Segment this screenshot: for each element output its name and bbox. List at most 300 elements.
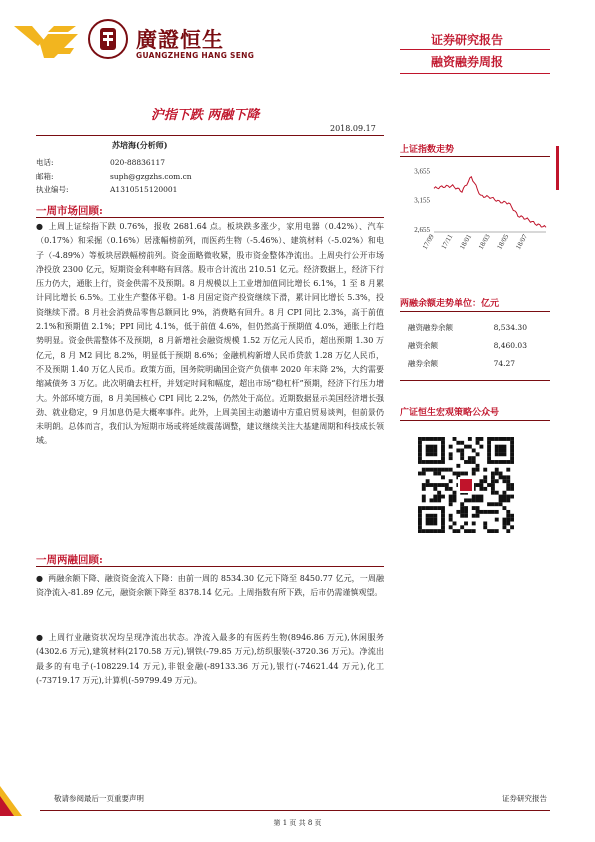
qr-module [433,495,437,499]
qr-module [499,472,503,476]
qr-module [422,483,426,487]
qr-module [479,483,483,487]
qr-module [441,460,445,464]
margin-balance-table [400,318,552,372]
qr-module [487,483,491,487]
qr-module [460,502,464,506]
qr-module [479,510,483,514]
qr-module [418,525,422,529]
qr-module [487,529,491,533]
qr-module [483,521,487,525]
contact-value: 020-88836117 [110,158,166,167]
qr-module [426,529,430,533]
qr-module [449,468,453,472]
qr-module [433,472,437,476]
qr-module [487,460,491,464]
qr-module [491,437,495,441]
qr-module [487,510,491,514]
qr-module [506,437,510,441]
qr-module [426,483,430,487]
qr-module [495,529,499,533]
qr-module [464,521,468,525]
qr-module [495,518,499,522]
qr-module [441,441,445,445]
section-divider [36,566,384,567]
qr-module [510,449,514,453]
qr-module [479,445,483,449]
index-series-line [434,177,546,228]
qr-module [460,510,464,514]
chart-x-ticks [421,233,529,251]
y-tick-label: 3,155 [414,196,430,205]
qr-module [426,437,430,441]
qr-module [441,449,445,453]
qr-module [499,445,503,449]
bullet-icon: ● [36,574,43,583]
qr-module [483,487,487,491]
table-cell-label: 融资融券余额 [408,322,453,332]
qr-module [433,514,437,518]
y-tick-label: 3,655 [414,167,430,176]
qr-module [472,521,476,525]
qr-module [460,506,464,510]
qr-module [430,518,434,522]
wechat-title: 广证恒生宏观策略公众号 [400,408,500,418]
table-cell-value: 74.27 [493,358,516,368]
qr-module [453,495,457,499]
title-divider [36,135,384,136]
contact-email [36,170,192,184]
qr-module [433,445,437,449]
qr-module [426,521,430,525]
qr-module [487,437,491,441]
qr-module [445,487,449,491]
qr-module [506,487,510,491]
qr-module [499,449,503,453]
qr-module [506,514,510,518]
qr-module [418,472,422,476]
qr-module [476,514,480,518]
qr-module [437,491,441,495]
qr-module [506,479,510,483]
qr-module [449,452,453,456]
x-tick-label: 17/11 [439,233,455,251]
qr-module [491,529,495,533]
contact-phone [36,156,192,170]
qr-module [476,464,480,468]
qr-module [418,506,422,510]
qr-module [510,525,514,529]
qr-module [502,475,506,479]
qr-module [441,483,445,487]
qr-module [479,498,483,502]
qr-module [426,452,430,456]
qr-module [437,437,441,441]
x-tick-label: 18/07 [514,233,530,251]
qr-module [502,521,506,525]
table-cell-value: 8,534.30 [493,322,527,332]
qr-module [472,495,476,499]
x-tick-label: 18/01 [458,233,474,251]
qr-module [418,456,422,460]
qr-module [441,445,445,449]
qr-module [476,495,480,499]
qr-module [499,452,503,456]
qr-module [479,437,483,441]
qr-module [441,475,445,479]
qr-module [483,468,487,472]
qr-module [502,491,506,495]
qr-module [460,441,464,445]
qr-module [449,525,453,529]
qr-module [491,472,495,476]
qr-module [502,525,506,529]
section-heading-margin [36,552,384,567]
qr-module [426,518,430,522]
report-date: 2018.09.17 [330,124,376,133]
qr-module [422,506,426,510]
contact-license [36,183,192,197]
sidebar-divider [400,311,550,312]
qr-module [495,491,499,495]
qr-module [441,518,445,522]
qr-module [495,468,499,472]
qr-module [472,472,476,476]
qr-module [441,514,445,518]
qr-module [426,479,430,483]
qr-module [456,449,460,453]
qr-module [418,449,422,453]
qr-module [495,479,499,483]
qr-module [422,460,426,464]
bullet-icon: ● [36,633,43,642]
qr-module [472,468,476,472]
qr-module [510,495,514,499]
qr-module [430,445,434,449]
qr-module [437,529,441,533]
qr-module [418,452,422,456]
qr-module [437,495,441,499]
qr-module [460,472,464,476]
qr-module [510,452,514,456]
qr-module [430,498,434,502]
report-title: 沪指下跌 两融下降 [150,108,260,123]
qr-module [456,529,460,533]
qr-module [426,449,430,453]
report-header [0,0,595,80]
footer-divider [40,810,550,811]
analyst-contact [36,156,192,197]
qr-module [506,510,510,514]
qr-module [483,475,487,479]
header-divider [400,49,550,50]
qr-module [430,506,434,510]
wechat-qr-code-icon[interactable] [418,437,514,533]
qr-module [441,468,445,472]
qr-module [510,460,514,464]
qr-module [441,506,445,510]
qr-module [437,483,441,487]
qr-module [430,452,434,456]
qr-module [468,498,472,502]
qr-module [456,464,460,468]
qr-module [495,460,499,464]
qr-module [433,468,437,472]
x-tick-label: 17/09 [420,233,436,251]
qr-module [449,487,453,491]
qr-module [449,502,453,506]
qr-module [468,529,472,533]
qr-module [499,460,503,464]
bullet-icon: ● [36,222,43,231]
x-tick-label: 18/05 [495,233,511,251]
qr-module [430,529,434,533]
sidebar-divider [400,156,550,157]
qr-module [499,498,503,502]
qr-module [502,445,506,449]
qr-module [422,472,426,476]
sidebar-divider [400,420,550,421]
qr-module [495,449,499,453]
qr-module [506,468,510,472]
qr-module [422,468,426,472]
qr-module [495,510,499,514]
market-review-paragraph [36,220,384,449]
qr-module [510,445,514,449]
qr-module [460,514,464,518]
qr-module [472,498,476,502]
qr-module [441,437,445,441]
qr-module [506,475,510,479]
qr-module [476,483,480,487]
qr-module [479,487,483,491]
qr-module [506,498,510,502]
qr-module [449,445,453,449]
qr-module [506,518,510,522]
qr-module [483,479,487,483]
section-heading-text: 一周市场回顾: [36,205,103,217]
qr-module [418,445,422,449]
qr-module [506,460,510,464]
qr-module [449,518,453,522]
qr-module [430,460,434,464]
qr-module [472,449,476,453]
qr-module [472,514,476,518]
qr-module [418,441,422,445]
qr-module [464,445,468,449]
qr-module [491,475,495,479]
qr-module [430,468,434,472]
qr-module [430,437,434,441]
index-line-chart [400,162,550,272]
qr-module [506,495,510,499]
qr-module [453,529,457,533]
chart-y-ticks [414,168,430,234]
qr-module [430,514,434,518]
qr-module [495,452,499,456]
qr-module [491,460,495,464]
contact-label: 电话: [36,158,54,167]
qr-module [433,506,437,510]
x-tick-label: 18/03 [476,233,492,251]
margin-tab [556,146,559,190]
qr-module [449,498,453,502]
contact-label: 邮箱: [36,171,54,181]
qr-module [430,449,434,453]
qr-module [502,460,506,464]
qr-module [464,460,468,464]
qr-module [418,510,422,514]
analyst-name: 苏培海(分析师) [112,140,168,150]
qr-module [499,437,503,441]
qr-module [441,529,445,533]
qr-module [460,456,464,460]
qr-module [502,518,506,522]
margin-review-paragraph-2 [36,631,384,688]
qr-module [495,445,499,449]
margin-table-title: 两融余额走势单位：亿元 [400,299,500,309]
qr-module [510,456,514,460]
brand-logo-icon [14,22,78,62]
qr-module [445,468,449,472]
qr-module [460,449,464,453]
seal-logo-icon [88,19,128,59]
qr-module [418,521,422,525]
qr-module [453,498,457,502]
qr-module [441,510,445,514]
qr-module [433,521,437,525]
qr-module [433,452,437,456]
table-row [400,354,552,372]
qr-module [422,437,426,441]
qr-module [487,445,491,449]
qr-module [476,468,480,472]
qr-module [456,441,460,445]
qr-module [499,502,503,506]
qr-module [472,456,476,460]
qr-module [426,460,430,464]
qr-module [449,479,453,483]
qr-module [483,510,487,514]
qr-module [487,449,491,453]
qr-module [441,452,445,456]
qr-module [441,495,445,499]
qr-module [472,506,476,510]
qr-module [510,518,514,522]
qr-module [491,502,495,506]
section-heading-market [36,203,384,218]
qr-module [487,452,491,456]
qr-module [502,479,506,483]
qr-module [479,495,483,499]
qr-module [506,529,510,533]
qr-module [491,487,495,491]
qr-module [491,479,495,483]
qr-module [468,437,472,441]
qr-module [449,456,453,460]
qr-module [487,502,491,506]
qr-module [510,441,514,445]
contact-label: 执业编号: [36,185,69,194]
qr-module [499,495,503,499]
qr-module [495,502,499,506]
qr-module [483,525,487,529]
qr-module [464,506,468,510]
qr-module [433,529,437,533]
qr-module [464,514,468,518]
qr-module [453,491,457,495]
qr-module [418,460,422,464]
table-row [400,318,552,336]
market-review-text: 上周上证综指下跌 0.76%，报收 2681.64 点。板块跌多涨少，家用电器（0.42%）、汽车（0.17%）和采掘（0.16%）居涨幅榜前列，而医药生物（-5.46%）、建筑材料（-5.02%）和电子（-4.89%）等板块居跌幅榜前列。资金面略微收紧，股市资金整体净流出。上周央行公开市场净投放 2300 亿元，短期资金利率略有回落。股市合计流出 210.51 亿元。经济数据上，经济下行压力仍大，通胀上行，资金供需不及预期。8 月规模以上工业增加值同比增长 6.1%，1 至 8 月累计同比增长 6.5%。工业生产整体平稳。1-8 月固定资产投资继续下滑，累计同比增长 5.3%，投资继续下滑。8 月社会消费品零售总额同比 9%，消费略有回升。8 月 CPI 同比 2.3%，高于前值 2.1%和预期值 2.1%；PPI 同比 4.1%，低于前值 4.6%，但仍然高于预期值 4.0%，通胀上行趋势明显。资金供需整体不及预期，8 月新增社会融资规模 1.52 万亿元人民币，超出预期 1.30 万亿元，8 月 M2 同比 8.2%，明显低于预期 8.6%；金融机构新增人民币贷款 1.28 万亿人民币，不及预期 1.40 万亿人民币。政策方面，国务院明确国企资产负债率 2020 年末降 2%，大约需要缩减债务 3 万亿。此次明确去杠杆，并划定时间和幅度，超出市场“稳杠杆”预期，经济下行压力增大。外部环境方面，8 月美国核心 CPI 同比 2.2%，仍然处于高位。近期数据显示美国经济增长强劲、就业稳定，9 月加息仍是大概率事件。此外，上周美国主动邀请中方重启贸易谈判，但前景仍未明朗。总体而言，我们认为短期市场或将延续震荡调整，建议继续关注大基建周期和科技成长领域。 [36,222,384,446]
section-heading-text: 一周两融回顾: [36,554,103,566]
qr-module [468,445,472,449]
qr-module [510,437,514,441]
qr-module [445,483,449,487]
header-divider [400,73,550,74]
brand-name-en: GUANGZHENG HANG SENG [136,51,255,60]
qr-module [430,483,434,487]
qr-module [453,472,457,476]
qr-module [441,525,445,529]
qr-module [472,529,476,533]
qr-module [479,479,483,483]
qr-module [441,456,445,460]
qr-module [487,441,491,445]
qr-module [491,483,495,487]
sidebar-divider [400,380,550,381]
qr-module [464,498,468,502]
footer-report-type: 证券研究报告 [502,794,547,803]
qr-module [510,514,514,518]
page-number: 第 1 页 共 8 页 [273,819,322,827]
qr-module [464,510,468,514]
qr-module [491,510,495,514]
qr-module [476,441,480,445]
qr-module [418,437,422,441]
qr-module [506,483,510,487]
qr-module [422,495,426,499]
qr-module [502,498,506,502]
qr-module [476,452,480,456]
qr-module [502,495,506,499]
qr-module [464,472,468,476]
qr-module [476,510,480,514]
y-tick-label: 2,655 [414,225,430,234]
qr-module [502,449,506,453]
qr-module [433,498,437,502]
qr-module [476,498,480,502]
qr-module [437,498,441,502]
qr-module [491,491,495,495]
qr-module [510,487,514,491]
qr-module [437,468,441,472]
qr-module [453,521,457,525]
table-cell-value: 8,460.03 [493,340,527,350]
qr-module [456,472,460,476]
contact-value[interactable]: suph@gzgzhs.com.cn [110,171,192,181]
qr-module [426,468,430,472]
qr-module [472,460,476,464]
qr-module [422,498,426,502]
qr-module [418,518,422,522]
qr-module [453,437,457,441]
qr-module [495,437,499,441]
qr-module [422,487,426,491]
table-row [400,336,552,354]
qr-module [495,472,499,476]
qr-module [499,475,503,479]
